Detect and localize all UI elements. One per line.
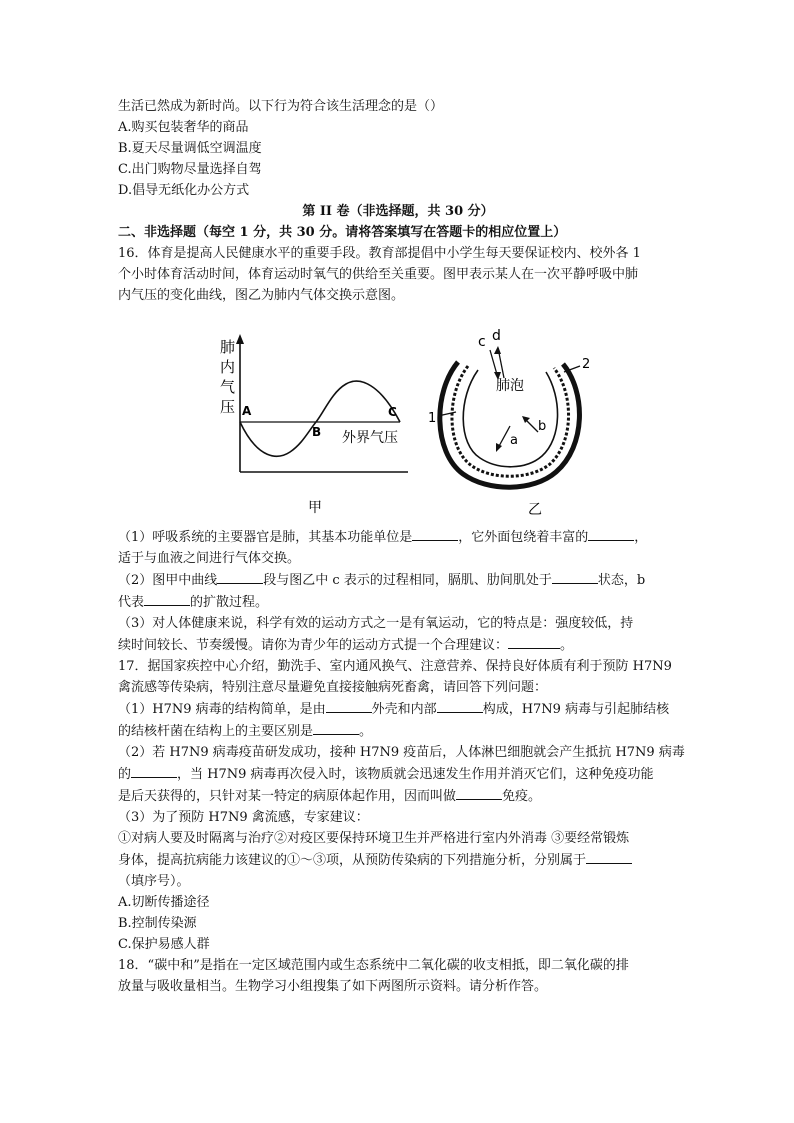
q16-stem-line-2: 个小时体育活动时间，体育运动时氧气的供给至关重要。图甲表示某人在一次平静呼吸中肺 xyxy=(118,267,639,282)
yi-arrow-a xyxy=(498,426,510,448)
q17-sub2-text-2: ，当 H7N9 病毒再次侵入时，该物质就会迅速发生作用并消灭它们，这种免疫功能 xyxy=(177,767,654,782)
q17-sub3-text-1: 身体，提高抗病能力该建议的①～③项，从预防传染病的下列措施分析，分别属于 xyxy=(118,853,587,868)
q17-sub2-text-4: 免疫。 xyxy=(502,789,542,804)
answer-blank[interactable] xyxy=(586,849,632,864)
jia-y-axis-arrow xyxy=(236,334,244,344)
q17-sub1-text-2: 外壳和内部 xyxy=(371,702,437,717)
q15-option-a: A.购买包装奢华的商品 xyxy=(118,120,249,135)
yi-label-a: a xyxy=(510,433,518,448)
q16-sub3-line-2 xyxy=(118,634,678,656)
q17-sub2-line-3 xyxy=(118,785,678,807)
answer-blank[interactable] xyxy=(456,785,502,800)
q17-sub1-text-3: 构成，H7N9 病毒与引起肺结核 xyxy=(482,702,670,717)
q16-sub1-text-3: ， xyxy=(634,530,648,545)
q17-sub2-text-3: 是后天获得的，只针对某一特定的病原体起作用，因而叫做 xyxy=(118,789,457,804)
q18-stem-line-2: 放量与吸收量相当。生物学习小组搜集了如下两图所示资料。请分析作答。 xyxy=(118,979,548,994)
q16-sub2-line-1 xyxy=(118,569,678,591)
q16-sub2-text-4: 代表 xyxy=(118,595,145,610)
answer-blank[interactable] xyxy=(508,634,560,649)
q15-stem: 生活已然成为新时尚。以下行为符合该生活理念的是（） xyxy=(118,99,444,114)
section-heading: 二、非选择题（每空 1 分，共 30 分。请将答案填写在答题卡的相应位置上） xyxy=(118,225,567,240)
yi-label-d: d xyxy=(492,328,501,344)
answer-blank[interactable] xyxy=(552,569,598,584)
q17-sub3-line-3 xyxy=(118,849,678,871)
figure-jia-pressure-curve xyxy=(218,322,418,522)
q16-sub2-line-2 xyxy=(118,591,678,613)
jia-point-a: A xyxy=(242,404,252,418)
q17-sub1-text-4: 的结核杆菌在结构上的主要区别是 xyxy=(118,724,314,739)
answer-blank[interactable] xyxy=(437,698,483,713)
q15-option-b: B.夏天尽量调低空调温度 xyxy=(118,141,262,156)
yi-caption: 乙 xyxy=(528,502,542,518)
yi-label-b: b xyxy=(538,419,547,434)
q16-sub3-text-1: 续时间较长、节奏缓慢。请你为青少年的运动方式提一个合理建议： xyxy=(118,638,509,653)
q16-stem-line-3: 内气压的变化曲线，图乙为肺内气体交换示意图。 xyxy=(118,288,405,303)
q17-sub2-line-1: （2）若 H7N9 病毒疫苗研发成功，接种 H7N9 疫苗后，人体淋巴细胞就会产生抵抗 H7N9 病毒 xyxy=(118,745,685,760)
answer-blank[interactable] xyxy=(217,569,263,584)
yi-alveolus-label: 肺泡 xyxy=(496,378,524,394)
q16-sub2-text-1: （2）图甲中曲线 xyxy=(118,573,218,588)
q16-sub2-text-5: 的扩散过程。 xyxy=(190,595,269,610)
q17-option-b: B.控制传染源 xyxy=(118,916,197,931)
q17-sub1-line-2 xyxy=(118,720,678,742)
yi-label-1: 1 xyxy=(428,411,437,426)
jia-point-c: C xyxy=(388,405,397,419)
volume-title: 第 II 卷（非选择题，共 30 分） xyxy=(302,204,494,219)
jia-ylabel-4: 压 xyxy=(220,398,236,416)
jia-point-b: B xyxy=(312,425,322,439)
q17-sub1-line-1 xyxy=(118,698,678,720)
q16-figures xyxy=(118,312,678,522)
answer-blank[interactable] xyxy=(144,591,190,606)
q16-sub2-text-3: 状态，b xyxy=(597,573,646,588)
answer-blank[interactable] xyxy=(131,763,177,778)
q17-sub3-line-1: （3）为了预防 H7N9 禽流感，专家建议： xyxy=(118,810,369,825)
q17-sub3-line-2: ①对病人要及时隔离与治疗②对疫区要保持环境卫生并严格进行室内外消毒 ③要经常锻炼 xyxy=(118,831,630,846)
answer-blank[interactable] xyxy=(588,526,634,541)
q16-sub1-text-1: （1）呼吸系统的主要器官是肺，其基本功能单位是 xyxy=(118,530,413,545)
jia-ylabel-2: 内 xyxy=(220,358,236,376)
figure-yi-alveolus xyxy=(428,322,598,522)
q16-sub1-line-1 xyxy=(118,526,678,548)
exam-page xyxy=(118,96,685,997)
q17-option-c: C.保护易感人群 xyxy=(118,937,210,952)
yi-label-c: c xyxy=(478,334,486,350)
q17-option-a: A.切断传播途径 xyxy=(118,895,210,910)
jia-reference-label: 外界气压 xyxy=(342,430,398,446)
q16-sub1-line-2: 适于与血液之间进行气体交换。 xyxy=(118,551,301,566)
q17-stem-line-2: 禽流感等传染病，特别注意尽量避免直接接触病死畜禽，请回答下列问题： xyxy=(118,680,548,695)
q17-sub1-text-5: 。 xyxy=(359,724,373,739)
answer-blank[interactable] xyxy=(313,720,359,735)
jia-ylabel-3: 气 xyxy=(220,378,236,396)
q15-option-d: D.倡导无纸化办公方式 xyxy=(118,183,250,198)
yi-label-2: 2 xyxy=(582,357,591,372)
yi-arrow-a-head xyxy=(496,443,502,452)
q16-sub3-line-1: （3）对人体健康来说，科学有效的运动方式之一是有氧运动，它的特点是：强度较低，持 xyxy=(118,616,634,631)
answer-blank[interactable] xyxy=(326,698,372,713)
q17-sub2-line-2 xyxy=(118,763,678,785)
jia-ylabel-1: 肺 xyxy=(220,338,236,356)
q16-sub1-text-2: ，它外面包绕着丰富的 xyxy=(458,530,589,545)
jia-caption: 甲 xyxy=(308,500,322,516)
q17-sub1-text-1: （1）H7N9 病毒的结构简单，是由 xyxy=(118,702,326,717)
q18-stem-line-1: 18．“碳中和”是指在一定区域范围内或生态系统中二氧化碳的收支相抵，即二氧化碳的排 xyxy=(118,958,629,973)
q17-sub3-line-4: （填序号）。 xyxy=(118,874,190,889)
q16-sub3-text-2: 。 xyxy=(560,638,574,653)
yi-arrow-d-head xyxy=(494,346,501,354)
answer-blank[interactable] xyxy=(412,526,458,541)
q17-stem-line-1: 17．据国家疾控中心介绍，勤洗手、室内通风换气、注意营养、保持良好体质有利于预防 H7N9 xyxy=(118,659,672,674)
q16-sub2-text-2: 段与图乙中 c 表示的过程相同，膈肌、肋间肌处于 xyxy=(263,573,552,588)
q15-option-c: C.出门购物尽量选择自驾 xyxy=(118,162,262,177)
q16-stem-line-1: 16．体育是提高人民健康水平的重要手段。教育部提倡中小学生每天要保证校内、校外各 1 xyxy=(118,246,641,261)
q17-sub2-text-1: 的 xyxy=(118,767,132,782)
